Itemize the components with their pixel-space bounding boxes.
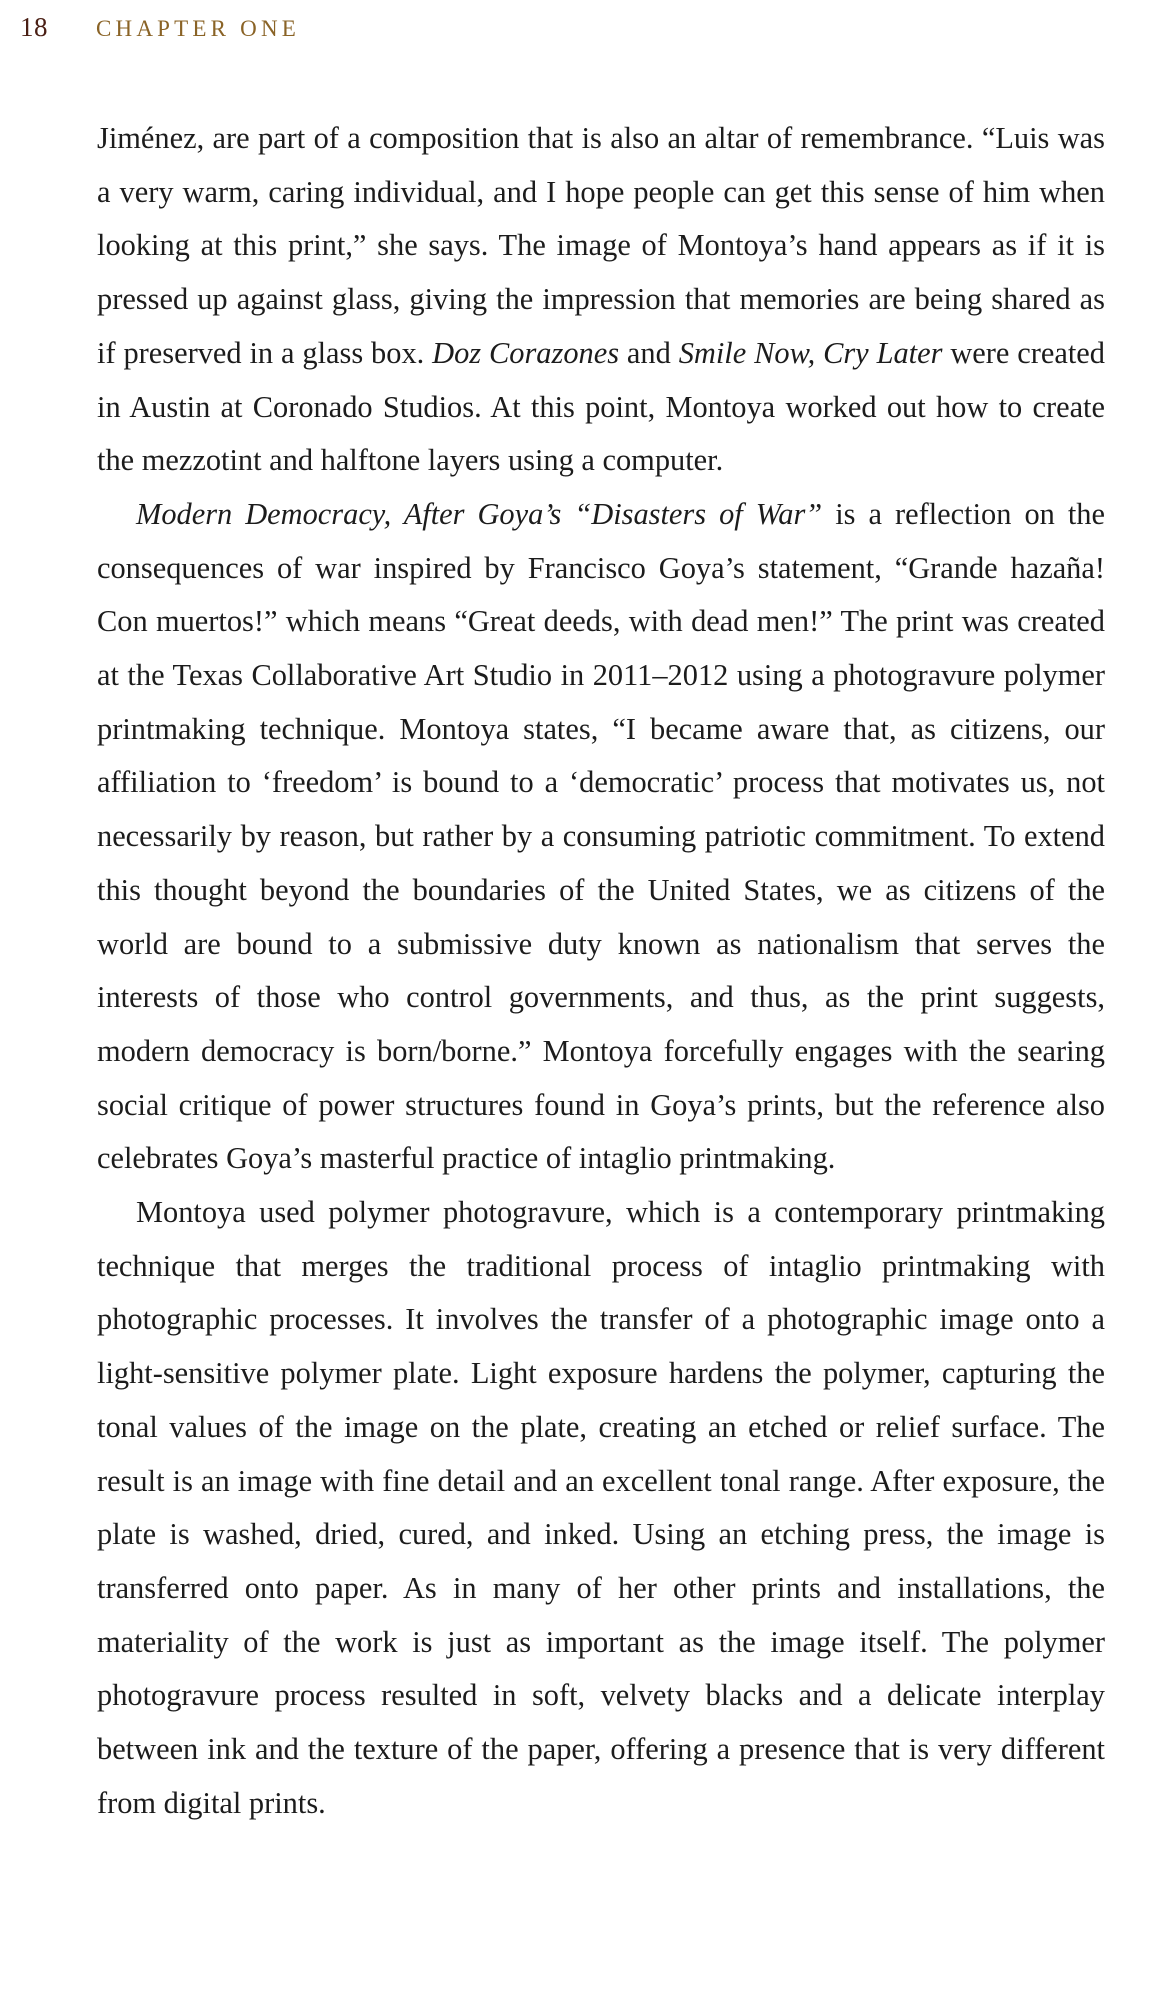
paragraph-2 <box>97 488 1105 1186</box>
paragraph-2-text: is a reflection on the consequences of war inspired by Francisco Goya’s statement, “Grande hazaña! Con muertos!” which means “Great deeds, with dead men!” The print was created at the Texas Collaborative Art Studio in 2011–2012 using a photogravure polymer printmaking technique. Montoya states, “I became aware that, as citizens, our affiliation to ‘freedom’ is bound to a ‘democratic’ process that motivates us, not necessarily by reason, but rather by a consuming patriotic commitment. To extend this thought beyond the boundaries of the United States, we as citizens of the world are bound to a submissive duty known as nationalism that serves the interests of those who control governments, and thus, as the print suggests, modern democracy is born/borne.” Montoya forcefully engages with the searing social critique of power structures found in Goya’s prints, but the reference also celebrates Goya’s masterful practice of intaglio printmaking. <box>97 496 1105 1176</box>
body-text <box>97 112 1105 1992</box>
paragraph-1-text-a: Jiménez, are part of a composition that is also an altar of remembrance. “Luis was a very warm, caring individual, and I hope people can get this sense of him when looking at this print,” she says. The image of Montoya’s hand appears as if it is pressed up against glass, giving the impression that memories are being shared as if preserved in a glass box. <box>97 121 1105 370</box>
artwork-title-doz-corazones: Doz Corazones <box>432 335 620 370</box>
page-number: 18 <box>20 12 48 42</box>
paragraph-3 <box>97 1186 1105 1830</box>
paragraph-1-text-c: were created in Austin at Coronado Studios. At this point, Montoya worked out how to create the mezzotint and halftone layers using a computer. <box>97 335 1105 478</box>
paragraph-1-text-b: and <box>619 335 679 370</box>
paragraph-1 <box>97 112 1105 488</box>
chapter-label: CHAPTER ONE <box>96 16 301 41</box>
artwork-title-smile-now-cry-later: Smile Now, Cry Later <box>678 335 943 370</box>
running-head <box>20 12 300 52</box>
paragraph-3-text: Montoya used polymer photogravure, which is a contemporary printmaking technique that merges the traditional process of intaglio printmaking with photographic processes. It involves the transfer of a photographic image onto a light-sensitive polymer plate. Light exposure hardens the polymer, capturing the tonal values of the image on the plate, creating an etched or relief surface. The result is an image with fine detail and an excellent tonal range. After exposure, the plate is washed, dried, cured, and inked. Using an etching press, the image is transferred onto paper. As in many of her other prints and installations, the materiality of the work is just as important as the image itself. The polymer photogravure process resulted in soft, velvety blacks and a delicate interplay between ink and the texture of the paper, offering a presence that is very different from digital prints. <box>97 1195 1105 1820</box>
artwork-title-modern-democracy: Modern Democracy, After Goya’s “Disasters of War” <box>136 496 823 531</box>
